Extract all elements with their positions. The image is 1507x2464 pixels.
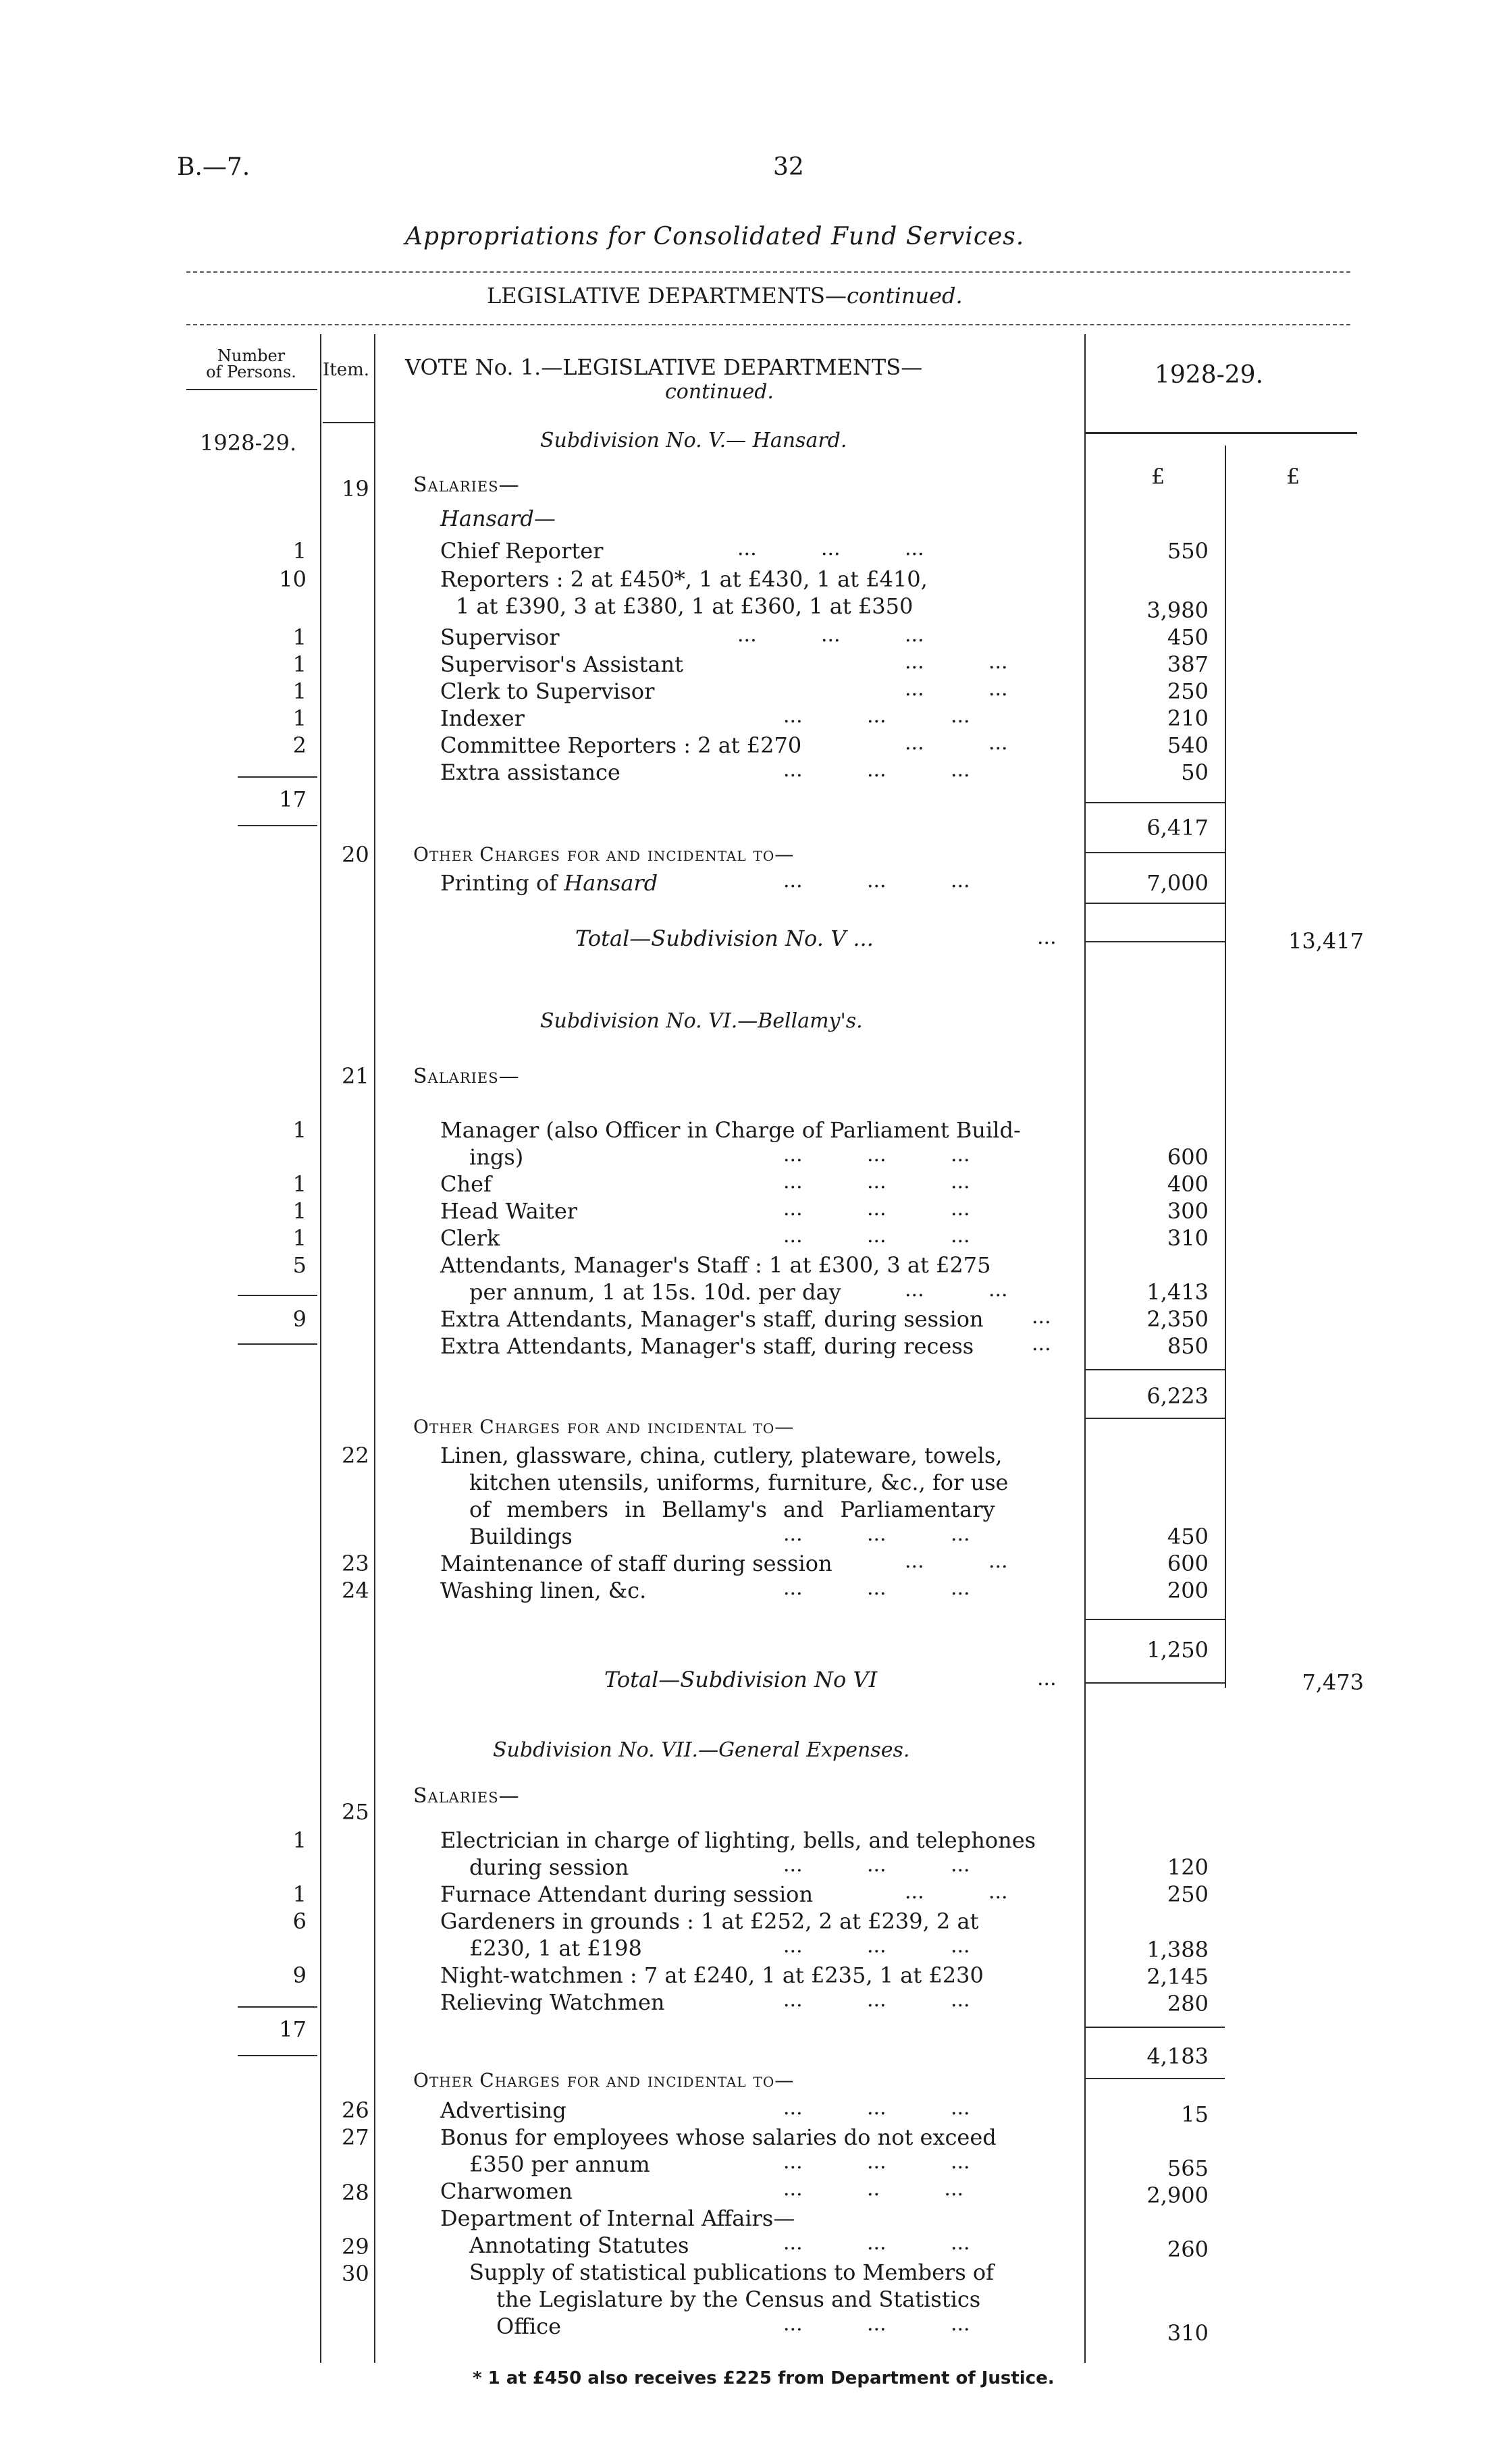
- persons-count: 1: [292, 651, 307, 677]
- document-code: B.—7.: [177, 153, 250, 181]
- persons-total-rule: [238, 1343, 317, 1345]
- salaries-heading: Salaries—: [413, 1065, 520, 1088]
- subdivision-vi-total-label: Total—Subdivision No VI: [604, 1667, 878, 1692]
- subdivision-v-total: 13,417: [1288, 928, 1364, 954]
- line-item-description: Linen, glassware, china, cutlery, plateware, towels,: [440, 1443, 1003, 1468]
- total-rule: [1086, 1682, 1225, 1684]
- persons-count: 1: [292, 1198, 307, 1224]
- subdivision-vi-total: 7,473: [1302, 1669, 1364, 1695]
- line-item-description: Supervisor: [440, 624, 560, 650]
- salaries-heading: Salaries—: [413, 1784, 520, 1808]
- persons-count: 1: [292, 705, 307, 731]
- line-item-description: Extra Attendants, Manager's staff, during recess: [440, 1333, 974, 1359]
- line-item-description: Furnace Attendant during session: [440, 1881, 814, 1907]
- other-charges-subtotal: 1,250: [1146, 1637, 1209, 1663]
- line-item-description-cont: Office: [496, 2313, 562, 2339]
- line-item-amount: 280: [1167, 1991, 1209, 2016]
- line-item-amount: 400: [1167, 1171, 1209, 1197]
- persons-total-rule: [238, 825, 317, 826]
- line-item-description: Indexer: [440, 705, 525, 731]
- line-item-amount: 7,000: [1146, 870, 1209, 896]
- item-27: 27: [342, 2124, 369, 2150]
- line-item-description: Maintenance of staff during session: [440, 1551, 832, 1576]
- line-item-description: Annotating Statutes: [469, 2232, 689, 2258]
- persons-header-rule: [186, 389, 317, 390]
- persons-count: 10: [279, 566, 307, 592]
- line-item-description: Advertising: [440, 2097, 566, 2123]
- line-item-amount: 3,980: [1146, 597, 1209, 623]
- page-number: 32: [773, 153, 804, 181]
- line-item-description: Department of Internal Affairs—: [440, 2205, 795, 2231]
- item-19: 19: [342, 476, 369, 502]
- subdivision-v-title: Subdivision No. V.— Hansard.: [540, 429, 847, 452]
- subtotal-rule: [1086, 1619, 1225, 1620]
- persons-count: 1: [292, 538, 307, 564]
- line-item-amount: 250: [1167, 678, 1209, 704]
- line-item-amount: 565: [1167, 2155, 1209, 2181]
- subtotal-rule: [1086, 903, 1225, 904]
- line-item-amount: 540: [1167, 732, 1209, 758]
- line-item-description: Manager (also Officer in Charge of Parliament Build-: [440, 1117, 1021, 1143]
- line-item-description: Attendants, Manager's Staff : 1 at £300, 3 at £275: [440, 1252, 991, 1278]
- line-item-amount: 600: [1167, 1551, 1209, 1576]
- line-item-amount: 850: [1167, 1333, 1209, 1359]
- line-item-description: Supply of statistical publications to Members of: [469, 2259, 995, 2285]
- line-item-amount: 600: [1167, 1144, 1209, 1170]
- line-item-description: Chief Reporter: [440, 538, 604, 564]
- persons-total: 9: [292, 1306, 307, 1332]
- line-item-amount: 210: [1167, 705, 1209, 731]
- salaries-subtotal: 6,417: [1146, 815, 1209, 840]
- line-item-description-cont: the Legislature by the Census and Statistics: [496, 2286, 981, 2312]
- line-item-amount: 310: [1167, 2320, 1209, 2346]
- footnote: * 1 at £450 also receives £225 from Department of Justice.: [473, 2368, 1055, 2388]
- line-item-amount: 387: [1167, 651, 1209, 677]
- line-item-description: Bonus for employees whose salaries do not exceed: [440, 2124, 997, 2150]
- line-item-description: Relieving Watchmen: [440, 1989, 665, 2015]
- line-item-description: Clerk to Supervisor: [440, 678, 655, 704]
- column-persons-year: 1928-29.: [200, 430, 297, 456]
- column-year: 1928-29.: [1155, 361, 1264, 389]
- item-header-rule: [323, 422, 374, 423]
- persons-count: 9: [292, 1962, 307, 1988]
- item-29: 29: [342, 2234, 369, 2259]
- item-25: 25: [342, 1799, 369, 1825]
- persons-count: 5: [292, 1252, 307, 1278]
- page-title: Appropriations for Consolidated Fund Services.: [405, 223, 1025, 250]
- persons-count: 1: [292, 1171, 307, 1197]
- line-item-amount: 200: [1167, 1578, 1209, 1603]
- line-item-description: Head Waiter: [440, 1198, 578, 1224]
- line-item-description: Night-watchmen : 7 at £240, 1 at £235, 1 at £230: [440, 1962, 984, 1988]
- subtotal-rule: [1086, 1369, 1225, 1370]
- subdivision-vi-title: Subdivision No. VI.—Bellamy's.: [540, 1009, 863, 1033]
- item-column-left-rule: [320, 334, 321, 2363]
- item-22: 22: [342, 1443, 369, 1468]
- line-item-amount: 1,413: [1146, 1279, 1209, 1305]
- line-item-description: Committee Reporters : 2 at £270: [440, 732, 802, 758]
- line-item-description: Washing linen, &c.: [440, 1578, 647, 1603]
- line-item-description-cont: of members in Bellamy's and Parliamentary: [469, 1497, 995, 1522]
- persons-count: 1: [292, 678, 307, 704]
- persons-count: 6: [292, 1908, 307, 1934]
- persons-count: 1: [292, 1117, 307, 1143]
- line-item-description: Charwomen: [440, 2178, 573, 2204]
- total-rule: [1086, 941, 1225, 942]
- line-item-amount: 50: [1181, 759, 1209, 785]
- subtotal-rule: [1086, 1418, 1225, 1419]
- line-item-amount: 450: [1167, 1524, 1209, 1549]
- subdivision-vii-title: Subdivision No. VII.—General Expenses.: [493, 1738, 910, 1762]
- salaries-heading: Salaries—: [413, 473, 520, 497]
- line-item-description: Electrician in charge of lighting, bells, and telephones: [440, 1827, 1036, 1853]
- line-item-description-cont: per annum, 1 at 15s. 10d. per day: [469, 1279, 841, 1305]
- subtotal-rule: [1086, 2027, 1225, 2028]
- persons-total-rule: [238, 2055, 317, 2056]
- column-number-of-persons: Number of Persons.: [206, 346, 296, 381]
- subdivision-v-total-label: Total—Subdivision No. V ...: [575, 926, 874, 951]
- item-28: 28: [342, 2180, 369, 2205]
- persons-count: 1: [292, 624, 307, 650]
- line-item-amount: 250: [1167, 1881, 1209, 1907]
- salaries-subtotal: 6,223: [1146, 1383, 1209, 1409]
- other-charges-heading: Other Charges for and incidental to—: [413, 843, 795, 865]
- item-30: 30: [342, 2261, 369, 2286]
- line-item-amount: 2,145: [1146, 1964, 1209, 1989]
- line-item-description: Chef: [440, 1171, 492, 1197]
- persons-total-rule: [238, 2006, 317, 2008]
- item-23: 23: [342, 1551, 369, 1576]
- header-rule: [186, 271, 1350, 273]
- subtotal-rule: [1086, 852, 1225, 853]
- line-item-description: Printing of Hansard: [440, 870, 658, 896]
- subtotal-rule: [1086, 802, 1225, 803]
- vote-title: VOTE No. 1.—LEGISLATIVE DEPARTMENTS—: [405, 354, 923, 380]
- year-header-rule: [1084, 432, 1357, 434]
- line-item-description: Extra Attendants, Manager's staff, during session: [440, 1306, 984, 1332]
- line-item-amount: 300: [1167, 1198, 1209, 1224]
- line-item-amount: 15: [1181, 2101, 1209, 2127]
- amount-column-left-rule: [1084, 334, 1086, 2363]
- item-26: 26: [342, 2097, 369, 2123]
- amount-column-divider: [1225, 446, 1226, 1688]
- vote-title-continued: continued.: [665, 380, 774, 404]
- column-item: Item.: [323, 360, 370, 380]
- persons-total-rule: [238, 776, 317, 778]
- persons-count: 1: [292, 1881, 307, 1907]
- line-item-amount: 310: [1167, 1225, 1209, 1251]
- item-21: 21: [342, 1063, 369, 1089]
- line-item-description-cont: kitchen utensils, uniforms, furniture, &c., for use: [469, 1470, 1009, 1495]
- pound-symbol-right: £: [1286, 464, 1300, 489]
- line-item-amount: 2,900: [1146, 2182, 1209, 2208]
- persons-count: 2: [292, 732, 307, 758]
- persons-total: 17: [279, 2016, 307, 2042]
- subtotal-rule: [1086, 2078, 1225, 2079]
- persons-count: 1: [292, 1225, 307, 1251]
- line-item-description: Clerk: [440, 1225, 500, 1251]
- line-item-amount: 260: [1167, 2237, 1209, 2262]
- item-column-right-rule: [374, 334, 375, 2363]
- line-item-description-cont: £230, 1 at £198: [469, 1935, 642, 1961]
- hansard-group-heading: Hansard—: [440, 506, 556, 531]
- item-20: 20: [342, 842, 369, 867]
- line-item-description: Gardeners in grounds : 1 at £252, 2 at £239, 2 at: [440, 1908, 979, 1934]
- persons-total-rule: [238, 1295, 317, 1296]
- line-item-amount: 2,350: [1146, 1306, 1209, 1332]
- other-charges-heading: Other Charges for and incidental to—: [413, 2069, 795, 2091]
- line-item-description-cont: £350 per annum: [469, 2151, 650, 2177]
- line-item-description-cont: 1 at £390, 3 at £380, 1 at £360, 1 at £350: [456, 593, 914, 619]
- line-item-amount: 1,388: [1146, 1937, 1209, 1962]
- item-24: 24: [342, 1578, 369, 1603]
- line-item-description: Reporters : 2 at £450*, 1 at £430, 1 at £410,: [440, 566, 928, 592]
- persons-total: 17: [279, 786, 307, 812]
- line-item-description-cont: during session: [469, 1854, 629, 1880]
- salaries-subtotal: 4,183: [1146, 2043, 1209, 2069]
- line-item-description: Supervisor's Assistant: [440, 651, 683, 677]
- line-item-amount: 450: [1167, 624, 1209, 650]
- line-item-amount: 550: [1167, 538, 1209, 564]
- line-item-description: Extra assistance: [440, 759, 620, 785]
- other-charges-heading: Other Charges for and incidental to—: [413, 1416, 795, 1438]
- persons-count: 1: [292, 1827, 307, 1853]
- line-item-amount: 120: [1167, 1854, 1209, 1880]
- section-heading: LEGISLATIVE DEPARTMENTS—continued.: [487, 283, 963, 309]
- line-item-description-cont: ings): [469, 1144, 524, 1170]
- header-rule-2: [186, 324, 1350, 325]
- line-item-description-cont: Buildings: [469, 1524, 573, 1549]
- pound-symbol-left: £: [1151, 464, 1165, 489]
